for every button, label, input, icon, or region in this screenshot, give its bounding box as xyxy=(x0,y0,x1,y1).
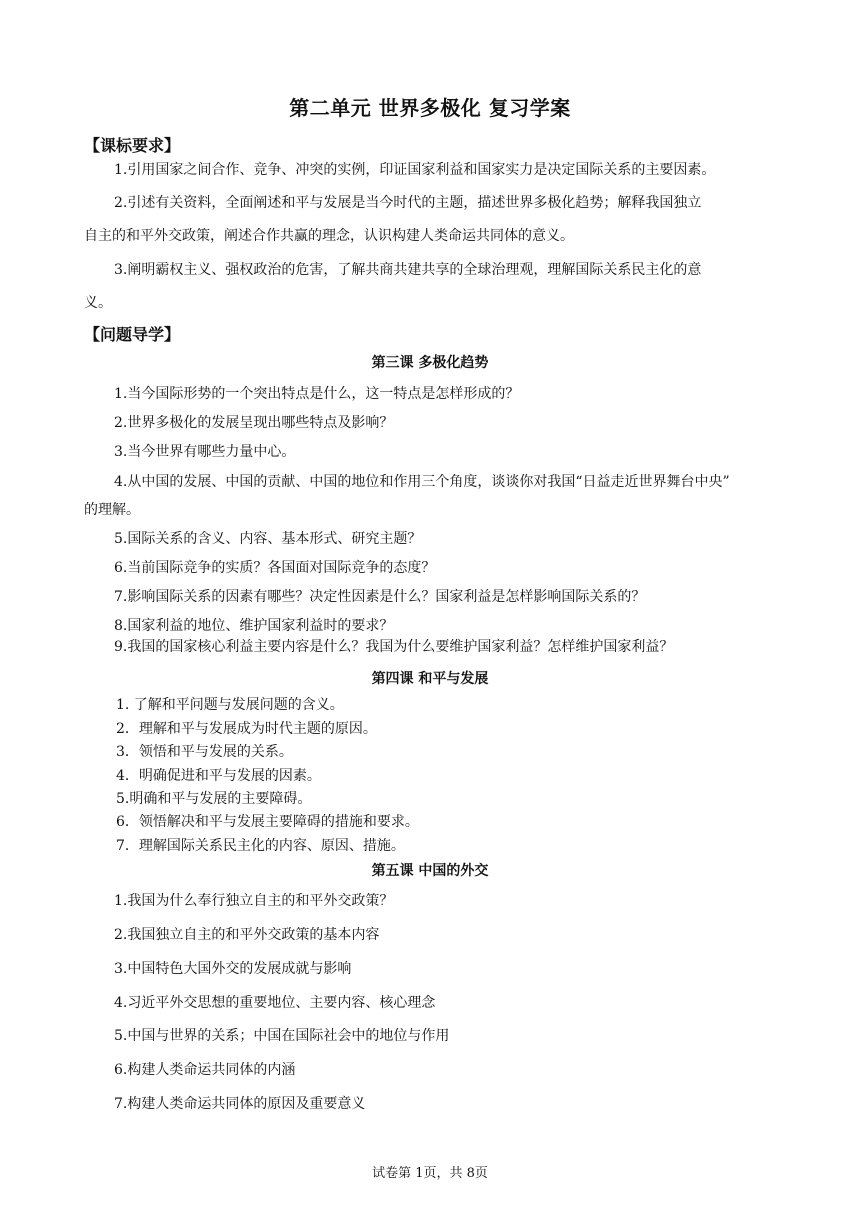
curriculum-item-3: 3.阐明霸权主义、强权政治的危害，了解共商共建共享的全球治理观，理解国际关系民主化的意 xyxy=(114,262,702,278)
lesson-5-item-3: 3.中国特色大国外交的发展成就与影响 xyxy=(114,961,352,977)
lesson-3-item-4: 4.从中国的发展、中国的贡献、中国的地位和作用三个角度，谈谈你对我国“日益走近世界舞台中央” xyxy=(114,474,730,490)
lesson-3-item-8: 8.国家利益的地位、维护国家利益时的要求？ xyxy=(114,618,394,634)
lesson-3-item-9: 9.我国的国家核心利益主要内容是什么？我国为什么要维护国家利益？怎样维护国家利益？ xyxy=(114,639,674,655)
lesson-4-title: 第四课 和平与发展 xyxy=(371,671,489,687)
lesson-5-item-7: 7.构建人类命运共同体的原因及重要意义 xyxy=(114,1096,366,1112)
lesson-3-item-4-cont: 的理解。 xyxy=(84,502,140,518)
lesson-3-item-5: 5.国际关系的含义、内容、基本形式、研究主题？ xyxy=(114,531,422,547)
lesson-5-item-2: 2.我国独立自主的和平外交政策的基本内容 xyxy=(114,927,380,943)
lesson-4-item-5: 5.明确和平与发展的主要障碍。 xyxy=(116,791,312,807)
lesson-5-item-5: 5.中国与世界的关系；中国在国际社会中的地位与作用 xyxy=(114,1028,450,1044)
lesson-3-item-2: 2.世界多极化的发展呈现出哪些特点及影响？ xyxy=(114,415,394,431)
lesson-4-item-1: 1. 了解和平问题与发展问题的含义。 xyxy=(116,697,344,713)
curriculum-item-1: 1.引用国家之间合作、竞争、冲突的实例，印证国家利益和国家实力是决定国际关系的主要因素。 xyxy=(114,162,716,178)
lesson-3-item-3: 3.当今世界有哪些力量中心。 xyxy=(114,444,296,460)
lesson-4-item-4: 4．明确促进和平与发展的因素。 xyxy=(116,768,321,784)
curriculum-item-3-cont: 义。 xyxy=(84,295,112,311)
lesson-5-title: 第五课 中国的外交 xyxy=(371,863,489,879)
lesson-3-item-7: 7.影响国际关系的因素有哪些？决定性因素是什么？国家利益是怎样影响国际关系的？ xyxy=(114,589,646,605)
lesson-4-item-2: 2．理解和平与发展成为时代主题的原因。 xyxy=(116,721,377,737)
page-footer: 试卷第 1页，共 8页 xyxy=(372,1166,488,1181)
section-heading-guided-questions: 【问题导学】 xyxy=(84,325,181,344)
lesson-5-item-1: 1.我国为什么奉行独立自主的和平外交政策？ xyxy=(114,893,394,909)
lesson-5-item-4: 4.习近平外交思想的重要地位、主要内容、核心理念 xyxy=(114,995,436,1011)
lesson-3-item-1: 1.当今国际形势的一个突出特点是什么，这一特点是怎样形成的？ xyxy=(114,386,520,402)
lesson-4-item-3: 3．领悟和平与发展的关系。 xyxy=(116,744,293,760)
page-title: 第二单元 世界多极化 复习学案 xyxy=(289,96,571,120)
lesson-5-item-6: 6.构建人类命运共同体的内涵 xyxy=(114,1062,296,1078)
lesson-3-item-6: 6.当前国际竞争的实质？各国面对国际竞争的态度？ xyxy=(114,560,436,576)
section-heading-curriculum: 【课标要求】 xyxy=(84,136,181,155)
curriculum-item-2: 2.引述有关资料，全面阐述和平与发展是当今时代的主题，描述世界多极化趋势；解释我国独立 xyxy=(114,195,702,211)
curriculum-item-2-cont: 自主的和平外交政策，阐述合作共赢的理念，认识构建人类命运共同体的意义。 xyxy=(84,228,574,244)
lesson-4-item-7: 7．理解国际关系民主化的内容、原因、措施。 xyxy=(116,838,405,854)
lesson-4-item-6: 6．领悟解决和平与发展主要障碍的措施和要求。 xyxy=(116,814,419,830)
lesson-3-title: 第三课 多极化趋势 xyxy=(371,355,489,371)
